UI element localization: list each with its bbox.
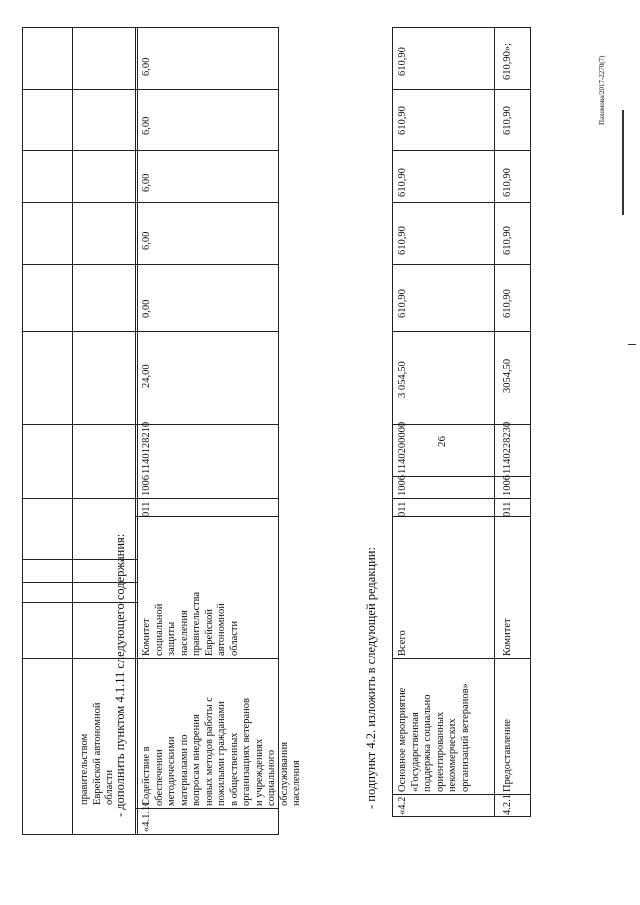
grbs-code: 011 [397,501,408,517]
amount-year-4: 610,90 [397,106,408,135]
note-add-point: - дополнить пунктом 4.1.11 следующего содержания: [113,533,127,817]
rzpr-code: 1006 [397,475,408,496]
csr-code: 1140200000 [397,421,408,474]
amount-year-5: 610,90 [397,47,408,76]
total-amount: 24,00 [141,364,152,388]
rzpr-code: 1006 [502,475,513,496]
amount-year-4: 610,90 [502,106,513,135]
top-table-executor-text: правительством Еврейской автономной области [79,702,115,805]
total-amount: 3054,50 [502,358,513,393]
row-number: «4.2 [397,796,408,815]
amount-year-5: 610,90»; [502,42,513,80]
amount-year-5: 6,00 [141,57,152,76]
amount-year-2: 6,00 [141,231,152,250]
csr-code: 1140128210 [141,421,152,474]
row-name: Основное мероприятие «Государственная поддержка социально ориентированных некоммерческих организаций ветеранов» [397,683,471,792]
amount-year-2: 610,90 [502,226,513,255]
page-number: 26 [436,436,448,447]
amount-year-4: 6,00 [141,116,152,135]
row-number: «4.1.11 [141,800,152,832]
grbs-code: 011 [141,501,152,517]
row-executor: Комитет социальной защиты населения правительства Еврейской автономной области [141,591,240,656]
row-name: Содействие в обеспечении методическими материалами по вопросам внедрения новых методов работы с пожилыми гражданами в общественных организациях ветеранов и учреждениях социального обслуживания населения [141,697,302,806]
note-replace-point: - подпункт 4.2. изложить в следующей редакции: [364,547,378,809]
row-executor: Комитет [502,618,513,656]
amount-year-1: 0,00 [141,299,152,318]
margin-mark [622,110,624,215]
amount-year-2: 610,90 [397,226,408,255]
csr-code: 1140228230 [502,421,513,474]
amount-year-3: 6,00 [141,173,152,192]
row-name: Предоставление [502,719,513,792]
grbs-code: 011 [502,501,513,517]
amount-year-3: 610,90 [397,168,408,197]
row-number: 4.2.1 [502,794,513,815]
amount-year-1: 610,90 [502,289,513,318]
row-executor: Всего [397,630,408,656]
rzpr-code: 1006 [141,475,152,496]
scan-mark [628,344,636,345]
amount-year-1: 610,90 [397,289,408,318]
amount-year-3: 610,90 [502,168,513,197]
total-amount: 3 054,50 [397,361,408,398]
footer-document-code: Пахомова/2017-2270(7) [598,55,606,125]
